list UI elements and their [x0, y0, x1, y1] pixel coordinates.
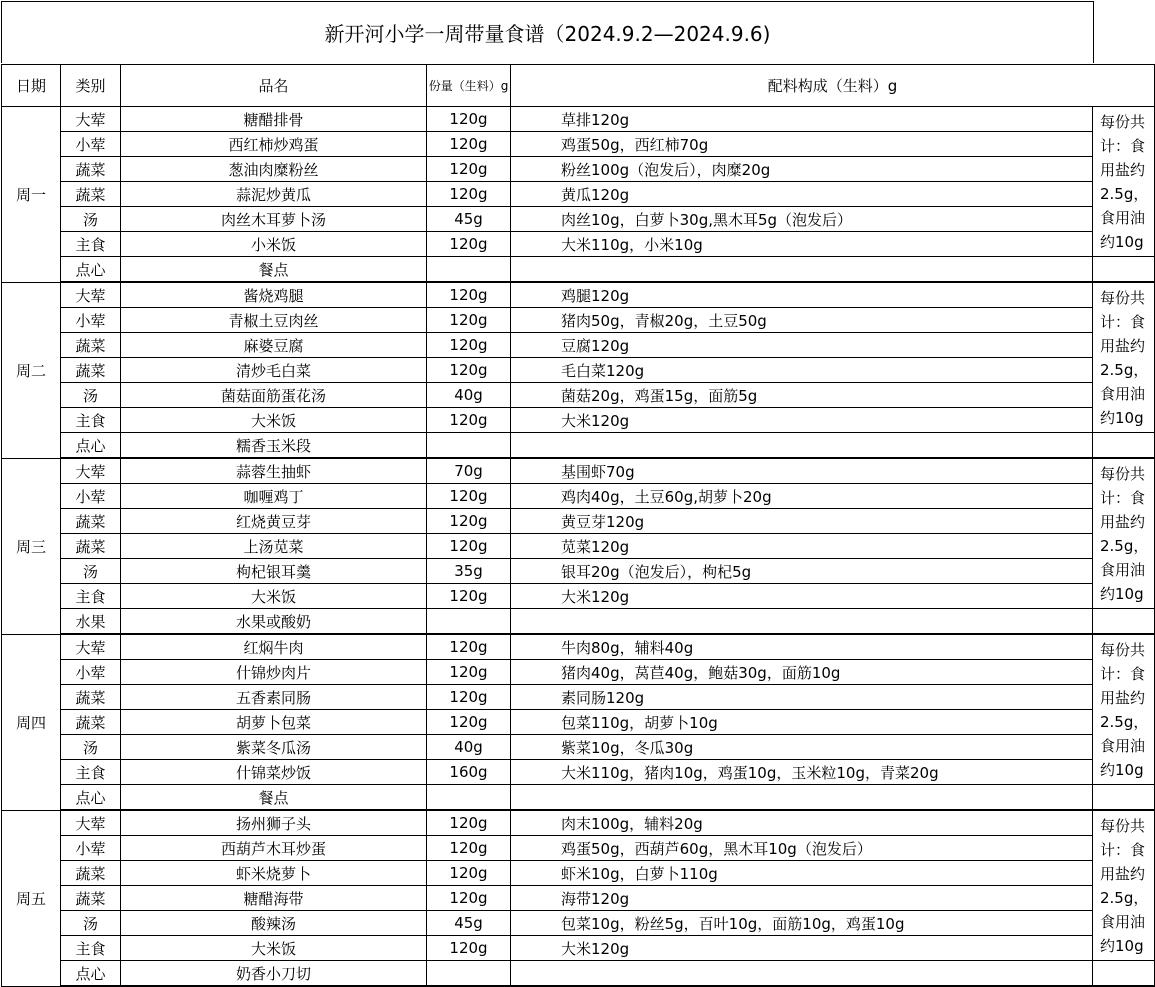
cell-ingredients: 包菜110g，胡萝卜10g	[511, 710, 1093, 735]
cell-category: 小荤	[61, 484, 121, 509]
cell-ingredients: 猪肉50g，青椒20g，土豆50g	[511, 308, 1093, 333]
cell-dish: 五香素同肠	[121, 685, 427, 710]
cell-dish: 餐点	[121, 785, 427, 811]
cell-ingredients: 大米120g	[511, 584, 1093, 609]
menu-table	[1, 64, 1155, 987]
table-row	[2, 810, 1155, 836]
cell-dish: 菌菇面筋蛋花汤	[121, 383, 427, 408]
cell-ingredients: 大米120g	[511, 936, 1093, 961]
table-row	[2, 107, 1155, 132]
cell-portion: 35g	[427, 559, 511, 584]
cell-dish: 酱烧鸡腿	[121, 282, 427, 308]
cell-category: 蔬菜	[61, 182, 121, 207]
menu-body	[2, 107, 1155, 987]
cell-ingredients: 基围虾70g	[511, 458, 1093, 484]
note-spacer	[1093, 961, 1155, 987]
cell-portion: 120g	[427, 282, 511, 308]
cell-category: 点心	[61, 785, 121, 811]
cell-category: 小荤	[61, 132, 121, 157]
cell-ingredients	[511, 785, 1093, 811]
header-category: 类别	[61, 65, 121, 107]
cell-ingredients: 肉丝10g，白萝卜30g,黑木耳5g（泡发后）	[511, 207, 1093, 232]
cell-portion: 120g	[427, 358, 511, 383]
cell-portion: 120g	[427, 634, 511, 660]
cell-dish: 水果或酸奶	[121, 609, 427, 635]
cell-ingredients: 苋菜120g	[511, 534, 1093, 559]
cell-dish: 红焖牛肉	[121, 634, 427, 660]
cell-dish: 清炒毛白菜	[121, 358, 427, 383]
cell-dish: 糯香玉米段	[121, 433, 427, 459]
cell-ingredients	[511, 433, 1093, 459]
cell-category: 蔬菜	[61, 861, 121, 886]
cell-dish: 西红柿炒鸡蛋	[121, 132, 427, 157]
cell-category: 蔬菜	[61, 886, 121, 911]
cell-ingredients: 紫菜10g，冬瓜30g	[511, 735, 1093, 760]
header-date: 日期	[2, 65, 61, 107]
table-row	[2, 433, 1155, 459]
cell-portion: 120g	[427, 861, 511, 886]
cell-category: 蔬菜	[61, 157, 121, 182]
cell-ingredients: 菌菇20g，鸡蛋15g，面筋5g	[511, 383, 1093, 408]
nutrition-note: 每份共计：食用盐约2.5g，食用油约10g	[1093, 458, 1155, 609]
table-row	[2, 861, 1155, 886]
table-row	[2, 534, 1155, 559]
cell-category: 主食	[61, 936, 121, 961]
cell-dish: 扬州狮子头	[121, 810, 427, 836]
cell-ingredients: 素同肠120g	[511, 685, 1093, 710]
cell-category: 水果	[61, 609, 121, 635]
table-row	[2, 509, 1155, 534]
cell-ingredients: 大米110g，小米10g	[511, 232, 1093, 257]
cell-category: 大荤	[61, 810, 121, 836]
cell-category: 主食	[61, 232, 121, 257]
cell-portion: 120g	[427, 132, 511, 157]
header-dish: 品名	[121, 65, 427, 107]
table-row	[2, 886, 1155, 911]
cell-dish: 糖醋海带	[121, 886, 427, 911]
table-row	[2, 408, 1155, 433]
table-row	[2, 308, 1155, 333]
cell-dish: 紫菜冬瓜汤	[121, 735, 427, 760]
cell-category: 大荤	[61, 282, 121, 308]
cell-dish: 什锦菜炒饭	[121, 760, 427, 785]
note-spacer	[1093, 433, 1155, 459]
cell-dish: 青椒土豆肉丝	[121, 308, 427, 333]
table-row	[2, 484, 1155, 509]
cell-category: 汤	[61, 383, 121, 408]
cell-portion: 45g	[427, 207, 511, 232]
table-row	[2, 232, 1155, 257]
cell-dish: 红烧黄豆芽	[121, 509, 427, 534]
cell-category: 点心	[61, 257, 121, 283]
table-row	[2, 458, 1155, 484]
table-row	[2, 660, 1155, 685]
table-row	[2, 132, 1155, 157]
cell-category: 主食	[61, 760, 121, 785]
table-row	[2, 157, 1155, 182]
day-label: 周二	[2, 282, 61, 458]
cell-dish: 大米饭	[121, 408, 427, 433]
cell-ingredients: 毛白菜120g	[511, 358, 1093, 383]
table-row	[2, 358, 1155, 383]
cell-ingredients: 大米110g，猪肉10g，鸡蛋10g，玉米粒10g，青菜20g	[511, 760, 1093, 785]
cell-dish: 大米饭	[121, 584, 427, 609]
cell-category: 小荤	[61, 308, 121, 333]
day-label: 周五	[2, 810, 61, 986]
table-row	[2, 961, 1155, 987]
cell-portion: 120g	[427, 810, 511, 836]
table-row	[2, 685, 1155, 710]
cell-portion: 120g	[427, 333, 511, 358]
cell-category: 蔬菜	[61, 358, 121, 383]
note-spacer	[1093, 609, 1155, 635]
cell-category: 小荤	[61, 836, 121, 861]
cell-category: 汤	[61, 559, 121, 584]
table-row	[2, 911, 1155, 936]
cell-ingredients: 肉末100g，辅料20g	[511, 810, 1093, 836]
table-row	[2, 609, 1155, 635]
cell-category: 主食	[61, 584, 121, 609]
cell-ingredients: 银耳20g（泡发后），枸杞5g	[511, 559, 1093, 584]
cell-ingredients: 虾米10g，白萝卜110g	[511, 861, 1093, 886]
cell-portion: 120g	[427, 182, 511, 207]
cell-category: 蔬菜	[61, 710, 121, 735]
cell-portion: 120g	[427, 710, 511, 735]
cell-ingredients: 包菜10g，粉丝5g，百叶10g，面筋10g，鸡蛋10g	[511, 911, 1093, 936]
cell-ingredients: 鸡蛋50g，西葫芦60g，黑木耳10g（泡发后）	[511, 836, 1093, 861]
header-row	[2, 65, 1155, 107]
cell-dish: 糖醋排骨	[121, 107, 427, 132]
cell-dish: 上汤苋菜	[121, 534, 427, 559]
cell-dish: 胡萝卜包菜	[121, 710, 427, 735]
note-spacer	[1093, 257, 1155, 283]
cell-portion: 120g	[427, 836, 511, 861]
cell-category: 蔬菜	[61, 333, 121, 358]
nutrition-note: 每份共计：食用盐约2.5g，食用油约10g	[1093, 107, 1155, 257]
cell-portion	[427, 785, 511, 811]
cell-dish: 奶香小刀切	[121, 961, 427, 987]
cell-portion: 120g	[427, 484, 511, 509]
cell-category: 大荤	[61, 458, 121, 484]
cell-portion	[427, 961, 511, 987]
cell-portion: 120g	[427, 408, 511, 433]
header-ingredients: 配料构成（生料）g	[511, 65, 1155, 107]
day-label: 周四	[2, 634, 61, 810]
cell-portion	[427, 257, 511, 283]
cell-ingredients: 黄豆芽120g	[511, 509, 1093, 534]
cell-dish: 什锦炒肉片	[121, 660, 427, 685]
cell-category: 蔬菜	[61, 534, 121, 559]
table-row	[2, 333, 1155, 358]
table-row	[2, 836, 1155, 861]
cell-ingredients	[511, 961, 1093, 987]
table-row	[2, 735, 1155, 760]
cell-ingredients: 鸡肉40g，土豆60g,胡萝卜20g	[511, 484, 1093, 509]
cell-portion: 120g	[427, 308, 511, 333]
cell-ingredients: 黄瓜120g	[511, 182, 1093, 207]
cell-portion: 45g	[427, 911, 511, 936]
cell-ingredients: 海带120g	[511, 886, 1093, 911]
cell-dish: 大米饭	[121, 936, 427, 961]
cell-portion: 120g	[427, 157, 511, 182]
cell-portion: 120g	[427, 660, 511, 685]
cell-portion: 120g	[427, 886, 511, 911]
cell-dish: 酸辣汤	[121, 911, 427, 936]
table-row	[2, 785, 1155, 811]
cell-portion: 120g	[427, 584, 511, 609]
cell-dish: 西葫芦木耳炒蛋	[121, 836, 427, 861]
cell-ingredients: 牛肉80g，辅料40g	[511, 634, 1093, 660]
cell-dish: 枸杞银耳羹	[121, 559, 427, 584]
cell-category: 大荤	[61, 634, 121, 660]
cell-portion: 120g	[427, 685, 511, 710]
table-row	[2, 383, 1155, 408]
cell-dish: 蒜泥炒黄瓜	[121, 182, 427, 207]
cell-ingredients: 粉丝100g（泡发后），肉糜20g	[511, 157, 1093, 182]
nutrition-note: 每份共计：食用盐约2.5g，食用油约10g	[1093, 634, 1155, 785]
cell-portion: 120g	[427, 534, 511, 559]
cell-ingredients: 豆腐120g	[511, 333, 1093, 358]
table-row	[2, 282, 1155, 308]
cell-dish: 肉丝木耳萝卜汤	[121, 207, 427, 232]
table-row	[2, 710, 1155, 735]
cell-category: 蔬菜	[61, 685, 121, 710]
cell-portion	[427, 433, 511, 459]
header-portion: 份量（生料）g	[427, 65, 511, 107]
cell-category: 汤	[61, 911, 121, 936]
day-label: 周三	[2, 458, 61, 634]
day-label: 周一	[2, 107, 61, 283]
cell-ingredients: 鸡腿120g	[511, 282, 1093, 308]
cell-portion: 40g	[427, 735, 511, 760]
table-row	[2, 559, 1155, 584]
cell-ingredients	[511, 257, 1093, 283]
cell-portion: 120g	[427, 936, 511, 961]
table-row	[2, 936, 1155, 961]
cell-dish: 餐点	[121, 257, 427, 283]
cell-category: 主食	[61, 408, 121, 433]
cell-category: 大荤	[61, 107, 121, 132]
table-row	[2, 182, 1155, 207]
table-row	[2, 207, 1155, 232]
cell-portion	[427, 609, 511, 635]
cell-portion: 120g	[427, 107, 511, 132]
cell-category: 汤	[61, 735, 121, 760]
cell-dish: 麻婆豆腐	[121, 333, 427, 358]
page-title: 新开河小学一周带量食谱（2024.9.2—2024.9.6)	[1, 1, 1094, 63]
cell-category: 小荤	[61, 660, 121, 685]
cell-portion: 120g	[427, 509, 511, 534]
cell-dish: 葱油肉糜粉丝	[121, 157, 427, 182]
cell-category: 汤	[61, 207, 121, 232]
table-row	[2, 257, 1155, 283]
cell-category: 点心	[61, 961, 121, 987]
cell-category: 点心	[61, 433, 121, 459]
cell-dish: 蒜蓉生抽虾	[121, 458, 427, 484]
cell-dish: 小米饭	[121, 232, 427, 257]
table-row	[2, 760, 1155, 785]
cell-ingredients: 大米120g	[511, 408, 1093, 433]
table-row	[2, 584, 1155, 609]
cell-portion: 120g	[427, 232, 511, 257]
note-spacer	[1093, 785, 1155, 811]
cell-ingredients: 草排120g	[511, 107, 1093, 132]
cell-category: 蔬菜	[61, 509, 121, 534]
cell-portion: 160g	[427, 760, 511, 785]
nutrition-note: 每份共计：食用盐约2.5g，食用油约10g	[1093, 282, 1155, 433]
cell-ingredients: 鸡蛋50g，西红柿70g	[511, 132, 1093, 157]
cell-dish: 虾米烧萝卜	[121, 861, 427, 886]
cell-ingredients: 猪肉40g，莴苣40g，鲍菇30g，面筋10g	[511, 660, 1093, 685]
table-row	[2, 634, 1155, 660]
cell-portion: 40g	[427, 383, 511, 408]
cell-portion: 70g	[427, 458, 511, 484]
cell-dish: 咖喱鸡丁	[121, 484, 427, 509]
nutrition-note: 每份共计：食用盐约2.5g，食用油约10g	[1093, 810, 1155, 961]
cell-ingredients	[511, 609, 1093, 635]
